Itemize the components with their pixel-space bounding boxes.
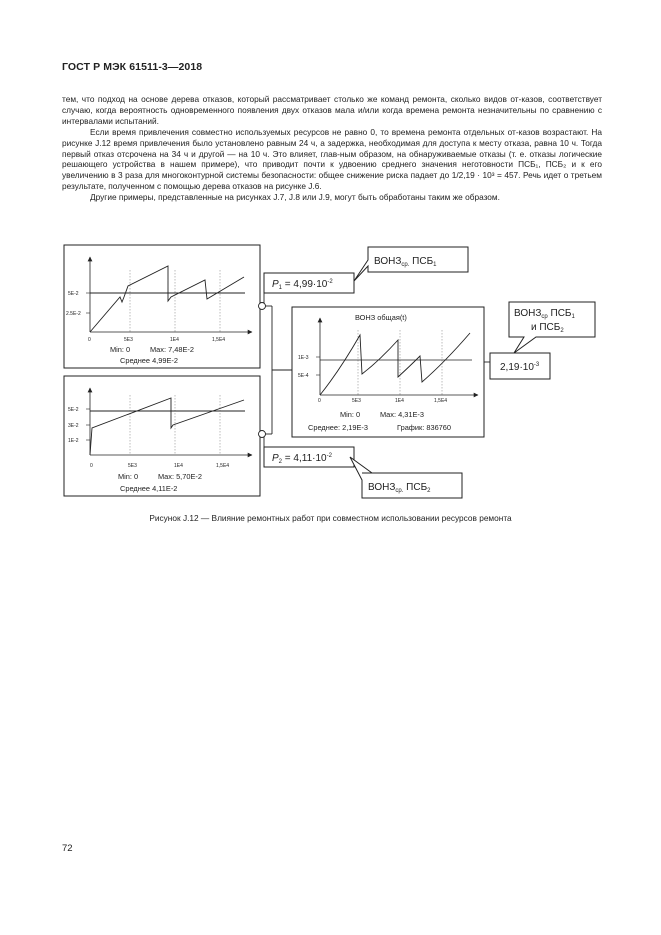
- chart2-ytick-3: 1E-2: [68, 438, 79, 444]
- chart-3: [292, 307, 484, 437]
- chart2-xtick-4: 1,5E4: [216, 463, 230, 469]
- chart1-ytick-1: 5E-2: [68, 291, 79, 297]
- chart2-mean: Среднее 4,11E-2: [120, 484, 178, 493]
- callout2-rest: ПСБ: [403, 482, 428, 493]
- chart3-xtick-1: 0: [318, 398, 321, 404]
- chart3-title: ВОНЗ общая(t): [355, 313, 407, 322]
- p1-value: = 4,99·10: [282, 279, 328, 290]
- chart3-xtick-4: 1,5E4: [434, 398, 448, 404]
- callout1-idx: 1: [433, 262, 437, 268]
- chart3-mean: Среднее: 2,19E-3: [308, 423, 369, 432]
- chart3-graph: График: 836760: [397, 423, 452, 432]
- result-exp: -3: [533, 362, 540, 368]
- chart2-xtick-3: 1E4: [174, 463, 183, 469]
- chart3-xtick-2: 5E3: [352, 398, 361, 404]
- chart-2: [64, 376, 260, 496]
- p1-idx: 1: [278, 285, 283, 291]
- p2-label: P: [272, 453, 279, 464]
- p1-label: P: [272, 279, 279, 290]
- p2-exp: -2: [326, 453, 332, 459]
- result-box: [490, 353, 550, 379]
- chart1-ytick-2: 2.5E-2: [66, 311, 81, 317]
- paragraph-1: тем, что подход на основе дерева отказов, который рассматривает столько же команд ремонта, сколько видов от-казов, соответствует случаю, когда вероятность одновременного появления двух отказов мала и/или когда времена ремонта незначительны по сравнению с интервалами испытаний.: [62, 94, 602, 126]
- callout-2: [350, 457, 462, 498]
- svg-text:и ПСБ2: [531, 322, 564, 334]
- p2-value: = 4,11·10: [282, 453, 327, 464]
- callout3-line1: ВОНЗ: [514, 308, 542, 319]
- callout1-main: ВОНЗ: [374, 256, 402, 267]
- figure-caption: Рисунок J.12 — Влияние ремонтных работ при совместном использовании ресурсов ремонта: [149, 513, 512, 523]
- callout2-main: ВОНЗ: [368, 482, 396, 493]
- chart1-max: Max: 7,48E-2: [150, 345, 194, 354]
- chart-1: [64, 245, 260, 368]
- chart1-xtick-4: 1,5E4: [212, 337, 226, 343]
- svg-text:P1 = 4,99·10-2: [272, 279, 333, 291]
- p1-exp: -2: [327, 279, 333, 285]
- callout1-sub: ср.: [401, 262, 410, 268]
- p1-box: [264, 273, 354, 293]
- callout3-line1-idx: 1: [571, 314, 575, 320]
- chart3-min: Min: 0: [340, 410, 361, 419]
- paragraph-3: Другие примеры, представленные на рисунках J.7, J.8 или J.9, могут быть обработаны таким же образом.: [90, 192, 500, 203]
- svg-text:P2 = 4,11·10-2: [272, 453, 333, 465]
- callout1-rest: ПСБ: [409, 256, 434, 267]
- document-header: ГОСТ Р МЭК 61511-3—2018: [62, 61, 203, 73]
- chart1-min: Min: 0: [110, 345, 131, 354]
- chart2-max: Max: 5,70E-2: [158, 472, 202, 481]
- callout3-line1-sub: ср: [541, 314, 548, 320]
- chart2-xtick-2: 5E3: [128, 463, 137, 469]
- callout-1: [354, 247, 468, 281]
- callout2-idx: 2: [427, 488, 431, 494]
- callout3-line2-idx: 2: [560, 328, 564, 334]
- callout-3: [509, 302, 595, 353]
- chart3-ytick-2: 5E-4: [298, 373, 309, 379]
- p2-idx: 2: [278, 459, 283, 465]
- chart1-mean: Среднее 4,99E-2: [120, 356, 178, 365]
- paragraph-2: Если время привлечения совместно используемых ресурсов не равно 0, то времена ремонта отдельных от-казов возрастают. На рисунке J.12 время привлечения было установлено равным 24 ч, а задержка, необходимая для доступа к месту отказа, равна 10 ч. Тогда первый отказ отсрочена на 34 ч и другой — на 10 ч. Это влияет, глав-ным образом, на обнаруживаемые отказы (т. е. отказы логические решающего устройства в нашем примере), что приводит почти к удвоению среднего значения неготовности ПСБ₁, ПСБ₂ и к его увеличению в 3 раза для многоконтурной системы безопасности: общее снижение риска падает до 1/2,19 · 10³ = 457. Речь идет о третьем результате, полученном с помощью дерева отказов на рисунке J.6.: [62, 126, 602, 192]
- chart2-min: Min: 0: [118, 472, 139, 481]
- p2-box: [264, 447, 354, 467]
- chart2-ytick-1: 5E-2: [68, 407, 79, 413]
- callout3-line2: и ПСБ: [531, 322, 561, 333]
- chart1-xtick-3: 1E4: [170, 337, 179, 343]
- chart3-xtick-3: 1E4: [395, 398, 404, 404]
- chart2-xtick-1: 0: [90, 463, 93, 469]
- chart2-ytick-2: 3E-2: [68, 423, 79, 429]
- chart3-ytick-1: 1E-3: [298, 355, 309, 361]
- chart1-xtick-2: 5E3: [124, 337, 133, 343]
- result-value: 2,19·10: [500, 362, 534, 373]
- page-number: 72: [62, 843, 73, 854]
- chart1-xtick-1: 0: [88, 337, 91, 343]
- callout2-sub: ср.: [395, 488, 404, 494]
- chart3-max: Max: 4,31E-3: [380, 410, 424, 419]
- callout3-line1-rest: ПСБ: [547, 308, 572, 319]
